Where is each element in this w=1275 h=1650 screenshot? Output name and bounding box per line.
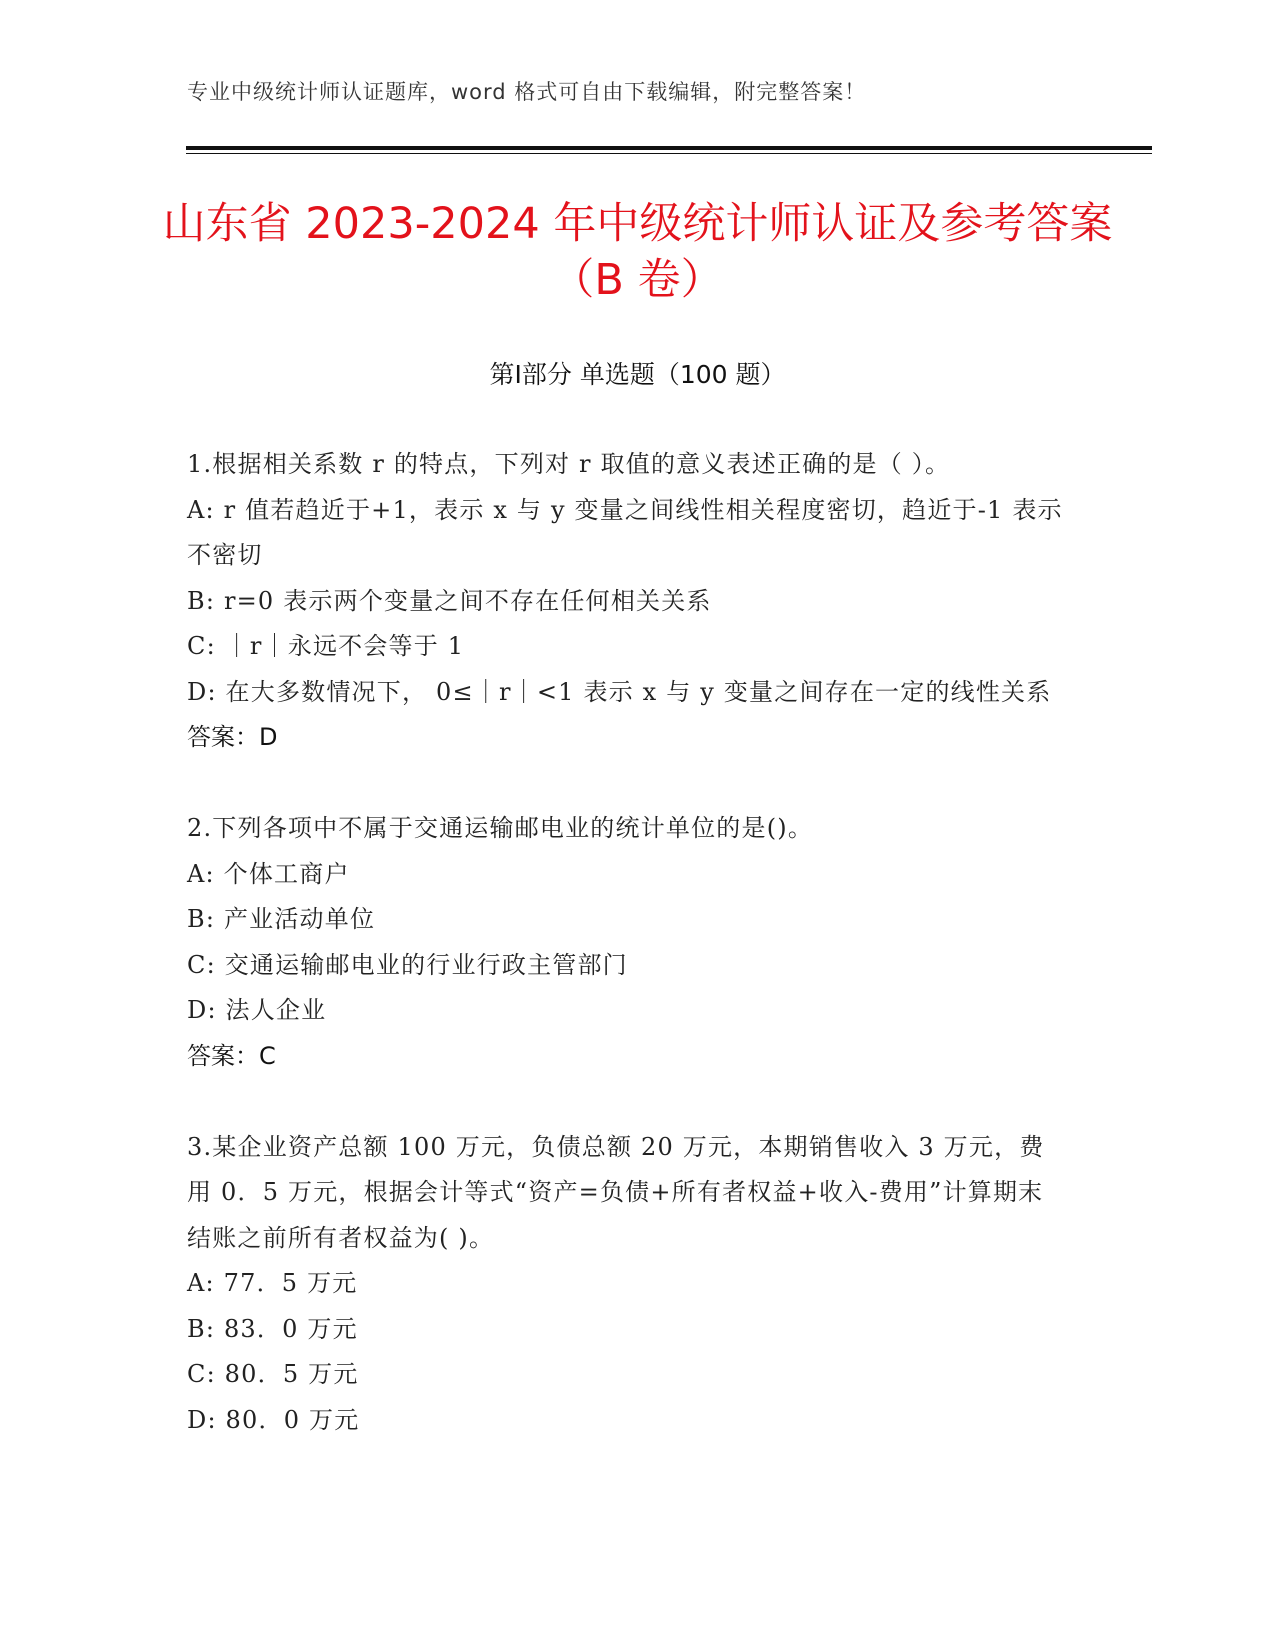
question-stem: 3.某企业资产总额 100 万元，负债总额 20 万元，本期销售收入 3 万元，费用 0．5 万元，根据会计等式“资产=负债+所有者权益+收入-费用”计算期末结账之前所有者权益为( )。: [187, 1132, 1045, 1252]
question-2: [187, 806, 1067, 1079]
option-d: D: 法人企业: [187, 996, 327, 1024]
question-1: [187, 442, 1067, 760]
option-a: A: 个体工商户: [187, 859, 350, 888]
header-rule-thin: [186, 153, 1152, 154]
option-d: D: 80．0 万元: [187, 1405, 360, 1434]
option-c: C: 交通运输邮电业的行业行政主管部门: [187, 950, 628, 979]
option-b: B: 83．0 万元: [187, 1314, 358, 1343]
header-rule-thick: [186, 146, 1152, 150]
header-note: 专业中级统计师认证题库，word 格式可自由下载编辑，附完整答案！: [187, 80, 867, 104]
option-a: A: r 值若趋近于+1，表示 x 与 y 变量之间线性相关程度密切，趋近于-1 表示不密切: [187, 495, 1063, 569]
answer: 答案：C: [187, 1041, 276, 1070]
option-d: D: 在大多数情况下， 0≤｜r｜<1 表示 x 与 y 变量之间存在一定的线性关系: [187, 677, 1052, 706]
section-title: 第Ⅰ部分 单选题（100 题）: [489, 360, 786, 389]
option-a: A: 77．5 万元: [187, 1269, 358, 1297]
document-title: 山东省 2023-2024 年中级统计师认证及参考答案（B 卷）: [162, 199, 1113, 305]
option-c: C: ｜r｜永远不会等于 1: [187, 632, 465, 660]
option-b: B: 产业活动单位: [187, 905, 376, 933]
option-c: C: 80．5 万元: [187, 1360, 359, 1388]
question-stem: 1.根据相关系数 r 的特点，下列对 r 取值的意义表述正确的是（ ）。: [187, 450, 951, 478]
question-stem: 2.下列各项中不属于交通运输邮电业的统计单位的是()。: [187, 814, 814, 842]
answer: 答案：D: [187, 723, 278, 751]
question-3: [187, 1125, 1067, 1444]
option-b: B: r=0 表示两个变量之间不存在任何相关关系: [187, 586, 712, 615]
question-list: [187, 442, 1067, 1489]
